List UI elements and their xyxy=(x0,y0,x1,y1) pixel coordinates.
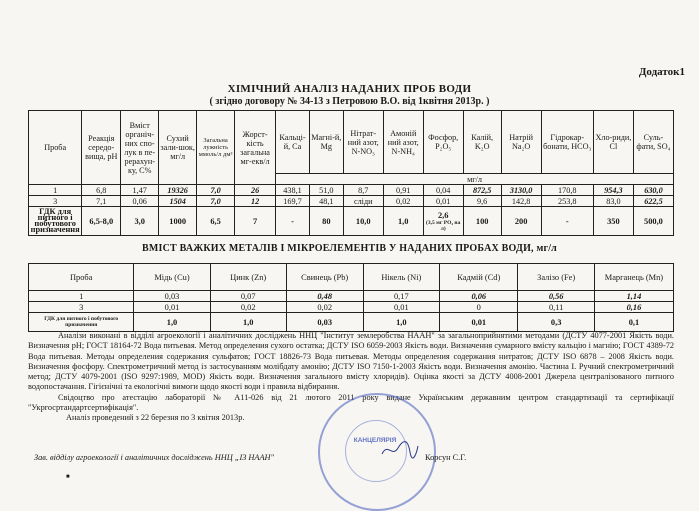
table-cell: 0,01 xyxy=(423,196,463,207)
header-cell: Марганець (Mn) xyxy=(594,264,673,291)
table-cell: 0,02 xyxy=(383,196,423,207)
header-cell: Вміст органіч-них спо-лук в пе-рерахун-ку, С% xyxy=(121,111,159,185)
table-cell: 1 xyxy=(29,185,82,196)
gdk-cell: 1,0 xyxy=(363,313,439,332)
table-cell: 0,06 xyxy=(440,291,518,302)
heavy-metals-title: ВМІСТ ВАЖКИХ МЕТАЛІВ І МІКРОЕЛЕМЕНТІВ У НАДАНИХ ПРОБАХ ВОДИ, мг/л xyxy=(142,243,557,254)
table-cell: 7,0 xyxy=(197,185,235,196)
table-cell: 1504 xyxy=(159,196,197,207)
header-cell: Мідь (Cu) xyxy=(134,264,210,291)
table-cell: 8,7 xyxy=(343,185,383,196)
table-cell: 872,5 xyxy=(463,185,501,196)
header-cell: Фосфор, P₂O₅ xyxy=(423,111,463,174)
header-cell: Гідрокар-бонати, HCO₃ xyxy=(541,111,593,174)
header-cell: Сухий зали-шок, мг/л xyxy=(159,111,197,185)
table-cell: 0,48 xyxy=(286,291,363,302)
gdk-row xyxy=(29,207,674,236)
stamp-label: КАНЦЕЛЯРІЯ xyxy=(353,437,397,444)
table-cell: 48,1 xyxy=(309,196,343,207)
table-cell: 142,8 xyxy=(501,196,541,207)
gdk-cell: 10,0 xyxy=(343,207,383,236)
table-cell: 83,0 xyxy=(593,196,633,207)
table-cell: 0,02 xyxy=(210,302,286,313)
header-cell: Проба xyxy=(29,264,134,291)
table-row xyxy=(29,291,674,302)
gdk-label: ГДК для питного і побутового призначення xyxy=(29,207,82,236)
gdk-phosphorus-note: (3,5 мг PO₄ на л) xyxy=(426,219,461,232)
header-cell: Суль-фати, SO₄ xyxy=(633,111,673,174)
gdk-cell: 100 xyxy=(463,207,501,236)
table-cell: 1,47 xyxy=(121,185,159,196)
header-cell: Калій, K₂O xyxy=(463,111,501,174)
header-cell: Жорст-кість загальна мг-екв/л xyxy=(235,111,276,185)
table-cell: 0,01 xyxy=(363,302,439,313)
table-cell: 630,0 xyxy=(633,185,673,196)
table-cell: 438,1 xyxy=(276,185,310,196)
table-cell: 12 xyxy=(235,196,276,207)
gdk-cell: 7 xyxy=(235,207,276,236)
gdk-cell xyxy=(423,207,463,236)
header-cell: Хло-риди, Cl xyxy=(593,111,633,174)
table-cell: 954,3 xyxy=(593,185,633,196)
methods-paragraph: Аналізи виконані в відділі агроекології і аналітичних досліджень ННЦ "Інститут землеробства НААН" за загальноприйнятими методами (ДСТУ 4077-2001 Якість води. Визначення pH; ГОСТ 18164-72 Вода питьевая. Метод определения сухого остатка; ДСТУ ISO 6059-2003 Якість води. Визначення сумарного вмісту кальцію і магнію; ГОСТ 4389-72 Вода питьевая. Методы определения содержания сульфатов; ГОСТ 18826-73 Вода питьевая. Методы определения содержания нитратов; ДСТУ ISO 6878 – 2008 Якість води. Визначення фосфору. Спектрометричний метод із застосуванням молібдату амонію; ДСТУ ISO 7150-1-2003 Якість води. Визначення амонію. Частина І. Ручний спектрометричний метод; ДСТУ 4079-2001 (ISO 9297:1989, MOD) Якість води. Визначення загального вмісту хлоридів). Оцінка якості за ДСТУ 4008-2001 Джерела централізованого питного водопостачання. Гігієнічні та екологічні вимоги щодо якості води і правила відбирання. xyxy=(28,331,674,392)
table-cell: 0,01 xyxy=(134,302,210,313)
table-header-row xyxy=(29,111,674,174)
table-row xyxy=(29,185,674,196)
document-subtitle: ( згідно договору № 34-13 з Петровою В.О. від 1квітня 2013р. ) xyxy=(209,96,490,107)
gdk-cell: 500,0 xyxy=(633,207,673,236)
table-cell: 253,8 xyxy=(541,196,593,207)
gdk-cell: 6,5 xyxy=(197,207,235,236)
table-cell: 1 xyxy=(29,291,134,302)
table-header-row xyxy=(29,264,674,291)
header-cell: Кальці-й, Ca xyxy=(276,111,310,174)
chemical-analysis-table xyxy=(28,110,674,236)
table-cell: 0,16 xyxy=(594,302,673,313)
table-cell: 0,56 xyxy=(518,291,594,302)
table-cell: 0,03 xyxy=(134,291,210,302)
header-cell: Загальна лужність ммоль/л дм³ xyxy=(197,111,235,185)
table-cell: 170,8 xyxy=(541,185,593,196)
header-cell: Кадмій (Cd) xyxy=(440,264,518,291)
table-cell: 0,07 xyxy=(210,291,286,302)
unit-cell: мг/л xyxy=(276,174,674,185)
header-cell: Нікель (Ni) xyxy=(363,264,439,291)
gdk-cell: - xyxy=(276,207,310,236)
table-cell: 0,06 xyxy=(121,196,159,207)
table-cell: 0,11 xyxy=(518,302,594,313)
signature-scribble xyxy=(380,438,420,460)
addendum-label: Додаток1 xyxy=(638,66,685,78)
bullet-mark: ■ xyxy=(66,474,70,480)
gdk-cell: 200 xyxy=(501,207,541,236)
header-cell: Реакція середо-вища, pH xyxy=(82,111,121,185)
certificate-paragraph: Свідоцтво про атестацію лабораторії № А11-026 від 21 лютого 2011 року видане Українським державним центром стандартизації та сертифікації "Укргосртандартсертифікація". xyxy=(28,392,674,413)
gdk-row xyxy=(29,313,674,332)
gdk-cell: 1,0 xyxy=(383,207,423,236)
table-cell: 51,0 xyxy=(309,185,343,196)
gdk-cell: 80 xyxy=(309,207,343,236)
table-cell: 0,04 xyxy=(423,185,463,196)
table-cell: 0,91 xyxy=(383,185,423,196)
header-cell: Нітрат-ний азот, N-NO₃ xyxy=(343,111,383,174)
gdk-label: ГДК для питного і побутового призначення xyxy=(29,313,134,332)
table-cell: 0,02 xyxy=(286,302,363,313)
table-row xyxy=(29,196,674,207)
header-cell: Проба xyxy=(29,111,82,185)
gdk-cell: 0,01 xyxy=(440,313,518,332)
table-cell: 3130,0 xyxy=(501,185,541,196)
table-cell: 7,0 xyxy=(197,196,235,207)
table-cell: 9,6 xyxy=(463,196,501,207)
table-cell: 26 xyxy=(235,185,276,196)
gdk-phosphorus-value: 2,6 xyxy=(437,210,449,220)
table-cell: 19326 xyxy=(159,185,197,196)
table-cell: сліди xyxy=(343,196,383,207)
signatory-name: Корсун С.Г. xyxy=(425,453,467,462)
header-cell: Магні-й, Mg xyxy=(309,111,343,174)
table-cell: 3 xyxy=(29,302,134,313)
gdk-cell: 1000 xyxy=(159,207,197,236)
gdk-cell: 3,0 xyxy=(121,207,159,236)
gdk-cell: 0,1 xyxy=(594,313,673,332)
header-cell: Залізо (Fe) xyxy=(518,264,594,291)
document-title: ХІМІЧНИЙ АНАЛІЗ НАДАНИХ ПРОБ ВОДИ xyxy=(227,83,472,95)
gdk-cell: 6,5-8,0 xyxy=(82,207,121,236)
table-cell: 1,14 xyxy=(594,291,673,302)
header-cell: Натрій Na₂O xyxy=(501,111,541,174)
table-cell: 3 xyxy=(29,196,82,207)
table-cell: 169,7 xyxy=(276,196,310,207)
gdk-cell: 1,0 xyxy=(134,313,210,332)
signatory-position: Зав. відділу агроекології і аналітичних досліджень ННЦ „ІЗ НААН" xyxy=(34,453,274,462)
table-cell: 7,1 xyxy=(82,196,121,207)
gdk-cell: 0,3 xyxy=(518,313,594,332)
table-row xyxy=(29,302,674,313)
gdk-cell: 350 xyxy=(593,207,633,236)
gdk-cell: 0,03 xyxy=(286,313,363,332)
gdk-cell: - xyxy=(541,207,593,236)
header-cell: Цинк (Zn) xyxy=(210,264,286,291)
table-cell: 0,17 xyxy=(363,291,439,302)
analysis-period: Аналіз проведений з 22 березня по 3 квітня 2013р. xyxy=(66,413,245,423)
table-cell: 622,5 xyxy=(633,196,673,207)
table-cell: 0 xyxy=(440,302,518,313)
table-cell: 6,8 xyxy=(82,185,121,196)
header-cell: Свинець (Pb) xyxy=(286,264,363,291)
gdk-cell: 1,0 xyxy=(210,313,286,332)
header-cell: Амоній ний азот, N-NH₄ xyxy=(383,111,423,174)
heavy-metals-table xyxy=(28,263,674,332)
